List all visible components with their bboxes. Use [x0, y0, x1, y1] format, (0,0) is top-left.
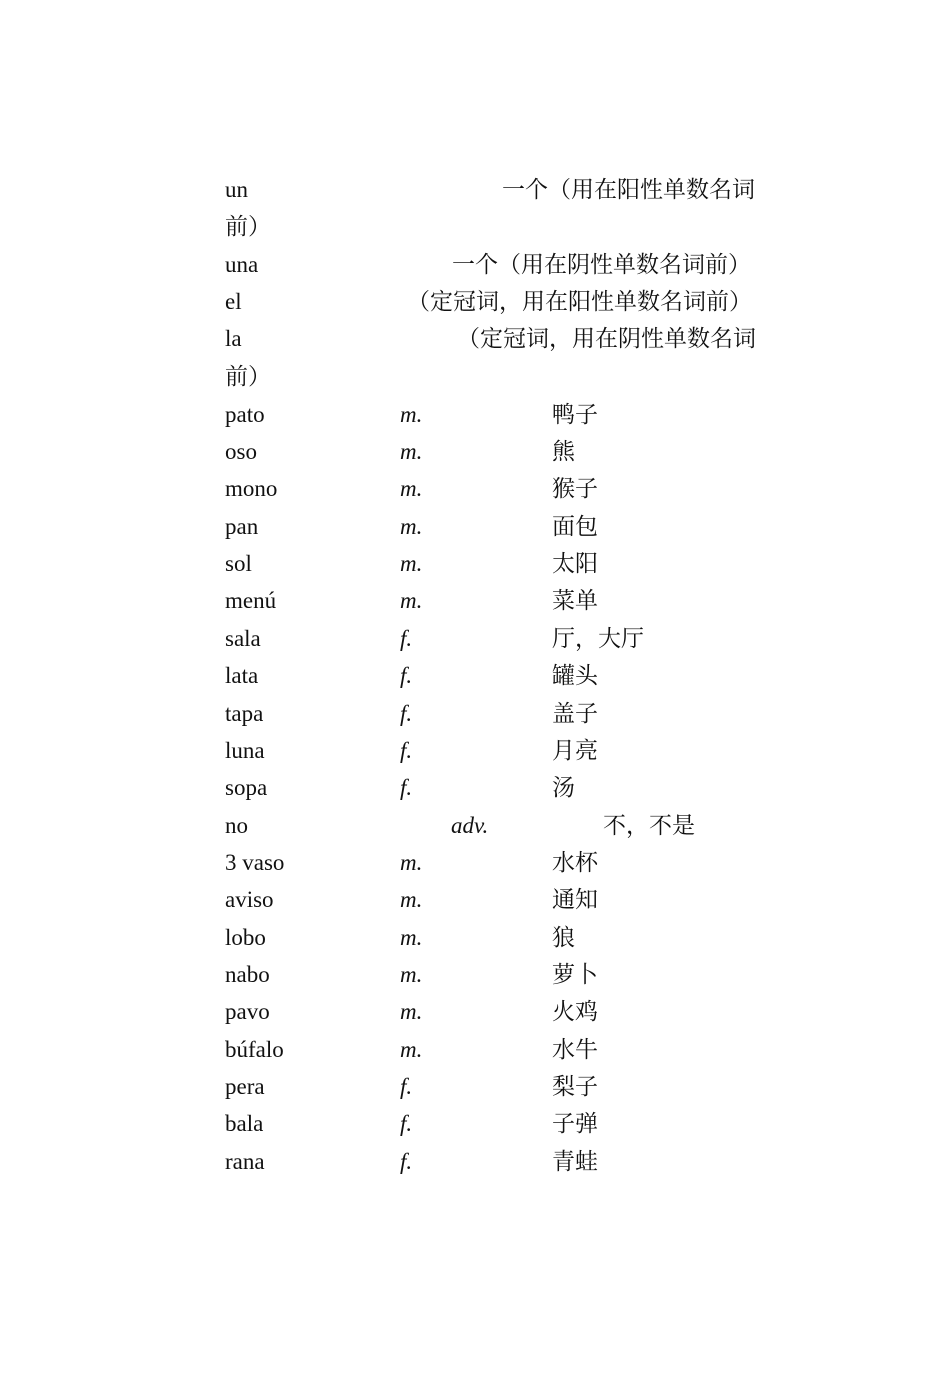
- meaning-no: 不，不是: [603, 813, 695, 839]
- pos-lata: f.: [400, 663, 413, 688]
- meaning-tapa: 盖子: [552, 701, 598, 727]
- meaning-nabo: 萝卜: [552, 962, 598, 988]
- pos-sol: m.: [400, 551, 423, 576]
- meaning-sopa: 汤: [552, 775, 575, 801]
- word-sopa: sopa: [225, 775, 268, 800]
- pos-tapa: f.: [400, 701, 413, 726]
- meaning-luna: 月亮: [552, 738, 598, 764]
- word-lobo: lobo: [225, 925, 266, 950]
- meaning-menu: 菜单: [552, 588, 598, 614]
- word-vaso: 3 vaso: [225, 850, 285, 875]
- word-oso: oso: [225, 439, 257, 464]
- word-la: la: [225, 326, 242, 351]
- pos-menu: m.: [400, 588, 423, 613]
- meaning-aviso: 通知: [552, 887, 598, 913]
- meaning-la: （定冠词，用在阴性单数名词: [457, 326, 756, 352]
- meaning-un: 一个（用在阳性单数名词: [502, 177, 755, 203]
- pos-no: adv.: [451, 813, 489, 838]
- pos-aviso: m.: [400, 887, 423, 912]
- meaning-sol: 太阳: [552, 551, 598, 577]
- pos-pera: f.: [400, 1074, 413, 1099]
- word-sol: sol: [225, 551, 252, 576]
- word-pera: pera: [225, 1074, 265, 1099]
- pos-luna: f.: [400, 738, 413, 763]
- pos-pan: m.: [400, 514, 423, 539]
- pos-pavo: m.: [400, 999, 423, 1024]
- word-rana: rana: [225, 1149, 265, 1174]
- meaning-mono: 猴子: [552, 476, 598, 502]
- word-el: el: [225, 289, 242, 314]
- pos-mono: m.: [400, 476, 423, 501]
- meaning-pavo: 火鸡: [552, 999, 598, 1025]
- word-aviso: aviso: [225, 887, 274, 912]
- word-luna: luna: [225, 738, 265, 763]
- pos-oso: m.: [400, 439, 423, 464]
- meaning-rana: 青蛙: [552, 1149, 598, 1175]
- meaning-sala: 厅，大厅: [552, 626, 644, 652]
- word-nabo: nabo: [225, 962, 270, 987]
- pos-vaso: m.: [400, 850, 423, 875]
- pos-sala: f.: [400, 626, 413, 651]
- word-bufalo: búfalo: [225, 1037, 284, 1062]
- meaning-lobo: 狼: [552, 925, 575, 951]
- pos-pato: m.: [400, 402, 423, 427]
- word-pan: pan: [225, 514, 259, 539]
- pos-rana: f.: [400, 1149, 413, 1174]
- word-lata: lata: [225, 663, 259, 688]
- meaning-lata: 罐头: [552, 663, 598, 689]
- meaning-pato: 鸭子: [552, 402, 598, 428]
- meaning-pera: 梨子: [552, 1074, 598, 1100]
- pos-nabo: m.: [400, 962, 423, 987]
- meaning-bala: 子弹: [552, 1111, 598, 1137]
- pos-lobo: m.: [400, 925, 423, 950]
- meaning-oso: 熊: [552, 439, 575, 465]
- word-sala: sala: [225, 626, 261, 651]
- meaning-la-continued: 前）: [225, 364, 271, 390]
- word-menu: menú: [225, 588, 277, 613]
- pos-bufalo: m.: [400, 1037, 423, 1062]
- word-no: no: [225, 813, 248, 838]
- pos-bala: f.: [400, 1111, 413, 1136]
- word-pavo: pavo: [225, 999, 270, 1024]
- word-un: un: [225, 177, 248, 202]
- word-mono: mono: [225, 476, 278, 501]
- word-pato: pato: [225, 402, 265, 427]
- meaning-vaso: 水杯: [552, 850, 598, 876]
- word-tapa: tapa: [225, 701, 264, 726]
- word-una: una: [225, 252, 259, 277]
- word-bala: bala: [225, 1111, 264, 1136]
- meaning-bufalo: 水牛: [552, 1037, 598, 1063]
- pos-sopa: f.: [400, 775, 413, 800]
- meaning-el: （定冠词，用在阳性单数名词前）: [407, 289, 752, 315]
- meaning-una: 一个（用在阴性单数名词前）: [452, 252, 751, 278]
- meaning-pan: 面包: [552, 514, 598, 540]
- meaning-un-continued: 前）: [225, 214, 271, 240]
